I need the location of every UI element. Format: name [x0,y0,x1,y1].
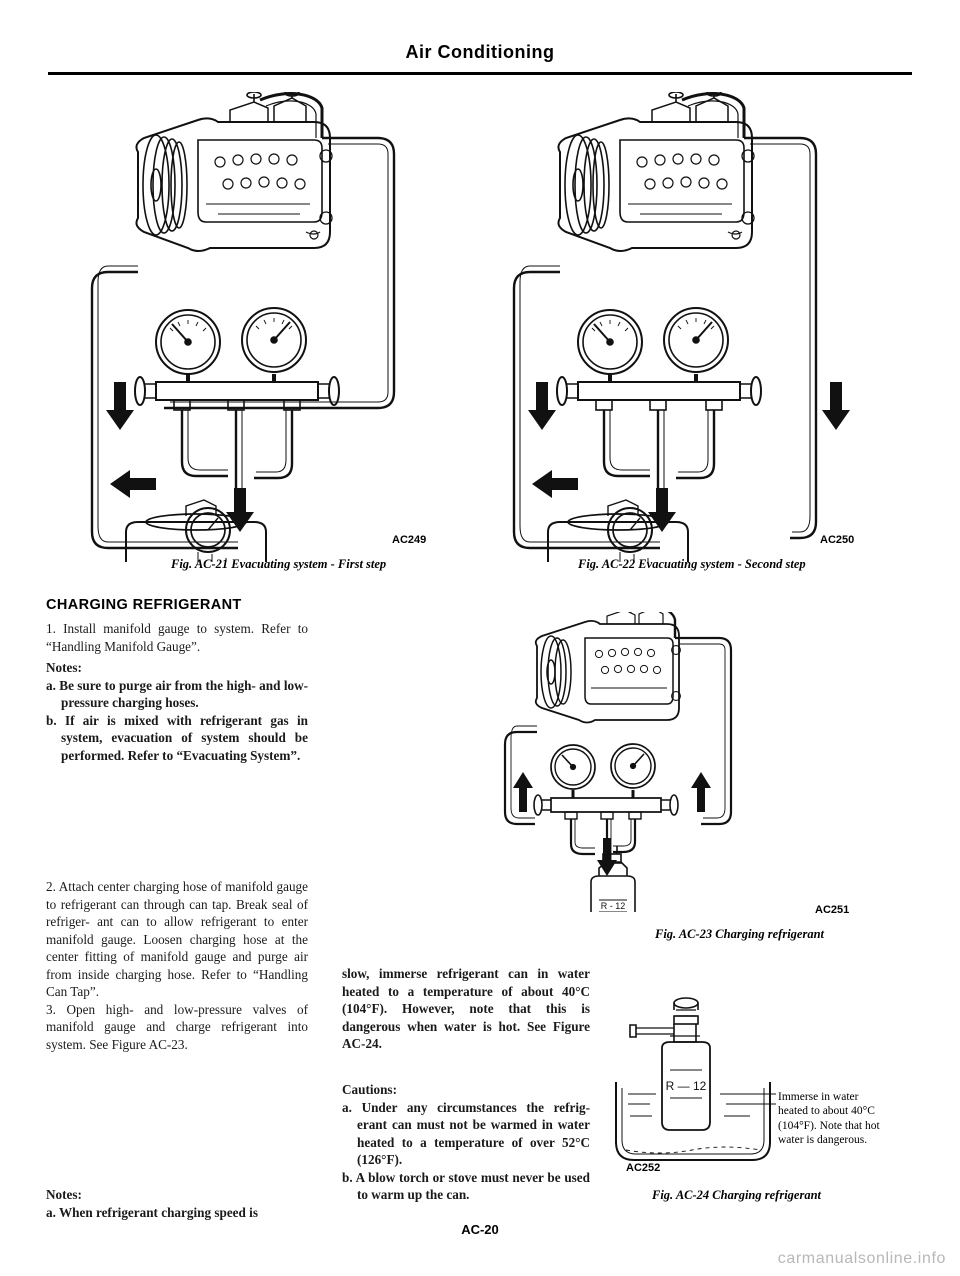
figure-ac24-can-label: R — 12 [665,1079,707,1093]
figure-ac23 [495,612,895,952]
note-b: b. If air is mixed with refrigerant gas in system, evacuation of system should be performed. Refer to “Evacuating System”. [46,712,308,763]
figure-ac22-code: AC250 [820,534,855,546]
column-1-bottom [46,1186,308,1221]
cautions-label: Cautions: [342,1082,397,1097]
charging-step-3: 3. Open high- and low-pressure valves of manifold gauge and charge refrigerant into system. See Figure AC-23. [46,1001,308,1052]
figure-ac21 [78,92,458,571]
figure-ac22 [500,92,880,571]
figure-ac22-illustration [500,92,880,562]
charging-step-2: 2. Attach center charging hose of manifold gauge to refrigerant can through can tap. Break seal of refriger- ant can to allow refrigerant to enter manifold gauge. Loosen charging hose at the center fitting of manifold gauge and purge air from inside charging hose. Refer to “Handling Can Tap”. [46,879,308,1000]
page-number: AC-20 [461,1222,499,1237]
figure-ac21-caption: Fig. AC-21 Evacuating system - First step [171,557,387,571]
column-2-bottom [342,1081,590,1204]
figure-ac24-illustration [600,990,900,1180]
figure-ac24-caption: Fig. AC-24 Charging refrigerant [652,1188,822,1202]
page-header [48,42,912,63]
notes-label-1: Notes: [46,660,82,676]
watermark: carmanualsonline.info [777,1250,946,1267]
note-a: a. Be sure to purge air from the high- and low-pressure charging hoses. [46,677,308,711]
figure-ac23-illustration [495,612,895,912]
figure-ac24-code: AC252 [626,1162,661,1174]
section-heading: CHARGING REFRIGERANT [46,597,242,613]
caution-b: b. A blow torch or stove must never be used to warm up the can. [342,1169,590,1203]
notes-label-2: Notes: [46,1187,82,1202]
column-1-top [46,620,308,764]
column-1-middle [46,878,308,1053]
figure-ac24-note: Immerse in water heated to about 40°C (104°F). Note that hot water is dangerous. [778,1091,880,1146]
figure-ac24 [600,990,900,1220]
figure-ac21-illustration [78,92,458,562]
column-2-top [342,965,590,1053]
figure-ac22-caption: Fig. AC-22 Evacuating system - Second step [578,557,806,571]
note-a-2: a. When refrigerant charging speed is [46,1204,258,1220]
note-a-continuation: slow, immerse refrigerant can in water heated to a temperature of about 40°C (104°F). However, note that this is dangerous when water is hot. See Figure AC-24. [342,966,590,1052]
figure-ac23-caption: Fig. AC-23 Charging refrigerant [655,927,825,941]
charging-step-1: 1. Install manifold gauge to system. Refer to “Handling Manifold Gauge”. [46,621,308,654]
figure-ac23-code: AC251 [815,904,850,916]
figure-ac21-code: AC249 [392,534,427,546]
header-rule [48,72,912,75]
figure-ac23-can-label: R - 12 [600,901,626,911]
caution-a: a. Under any circumstances the refrig- erant can must not be warmed in water heated to a temperature of over 52°C (126°F). [342,1099,590,1168]
page-title: Air Conditioning [405,42,555,62]
